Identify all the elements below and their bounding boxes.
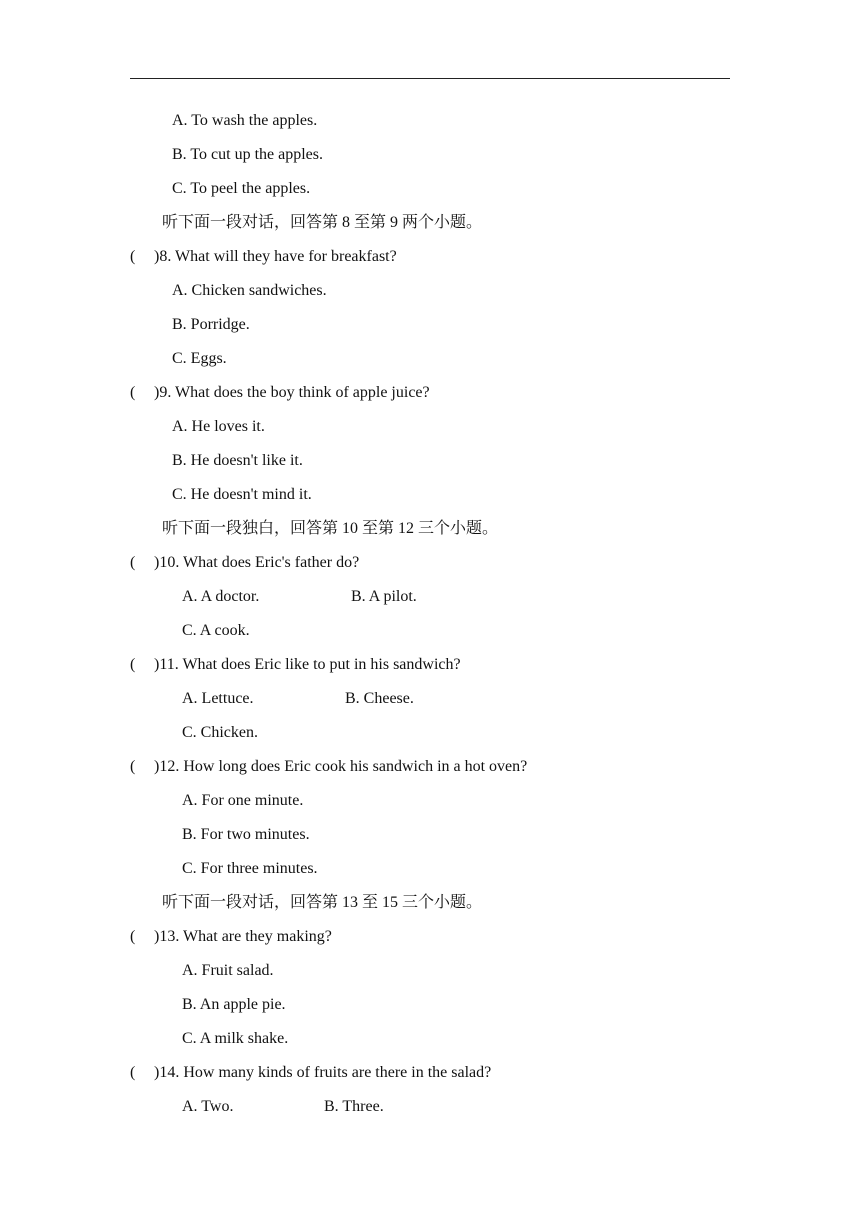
answer-blank[interactable]: ( xyxy=(130,758,136,775)
question-9 xyxy=(130,376,430,410)
answer-blank[interactable]: ( xyxy=(130,384,136,401)
answer-blank[interactable]: ( xyxy=(130,554,136,571)
q14-option-a: A. Two. xyxy=(182,1098,234,1115)
question-text: )12. How long does Eric cook his sandwich in a hot oven? xyxy=(154,758,528,775)
q8-option-b: B. Porridge. xyxy=(172,316,250,333)
question-text: )14. How many kinds of fruits are there in the salad? xyxy=(154,1064,492,1081)
question-text: )13. What are they making? xyxy=(154,928,332,945)
answer-blank[interactable]: ( xyxy=(130,656,136,673)
q12-option-a: A. For one minute. xyxy=(182,792,304,809)
q11-option-b: B. Cheese. xyxy=(345,690,414,707)
q12-option-b: B. For two minutes. xyxy=(182,826,310,843)
answer-blank[interactable]: ( xyxy=(130,928,136,945)
q7-option-b: B. To cut up the apples. xyxy=(172,146,324,163)
answer-blank[interactable]: ( xyxy=(130,1064,136,1081)
q14-option-b: B. Three. xyxy=(324,1098,384,1115)
q11-option-c: C. Chicken. xyxy=(182,724,258,741)
question-12 xyxy=(130,750,527,784)
q7-option-a: A. To wash the apples. xyxy=(172,112,318,129)
q13-option-c: C. A milk shake. xyxy=(182,1030,289,1047)
question-text: )8. What will they have for breakfast? xyxy=(154,248,397,265)
question-text: )10. What does Eric's father do? xyxy=(154,554,360,571)
q8-option-c: C. Eggs. xyxy=(172,350,227,367)
question-8 xyxy=(130,240,397,274)
section-heading-8-9: 听下面一段对话，回答第 8 至第 9 两个小题。 xyxy=(162,214,483,231)
q10-option-b: B. A pilot. xyxy=(351,588,417,605)
q13-option-b: B. An apple pie. xyxy=(182,996,286,1013)
section-heading-13-15: 听下面一段对话，回答第 13 至 15 三个小题。 xyxy=(162,894,483,911)
header-rule xyxy=(130,78,730,79)
q8-option-a: A. Chicken sandwiches. xyxy=(172,282,327,299)
question-14 xyxy=(130,1056,491,1090)
question-10 xyxy=(130,546,359,580)
q10-option-a: A. A doctor. xyxy=(182,588,260,605)
question-11 xyxy=(130,648,461,682)
q11-option-a: A. Lettuce. xyxy=(182,690,254,707)
q9-option-b: B. He doesn't like it. xyxy=(172,452,303,469)
q9-option-a: A. He loves it. xyxy=(172,418,265,435)
q7-option-c: C. To peel the apples. xyxy=(172,180,311,197)
q12-option-c: C. For three minutes. xyxy=(182,860,318,877)
question-text: )11. What does Eric like to put in his sandwich? xyxy=(154,656,461,673)
question-text: )9. What does the boy think of apple juice? xyxy=(154,384,430,401)
section-heading-10-12: 听下面一段独白，回答第 10 至第 12 三个小题。 xyxy=(162,520,499,537)
q13-option-a: A. Fruit salad. xyxy=(182,962,274,979)
q9-option-c: C. He doesn't mind it. xyxy=(172,486,312,503)
answer-blank[interactable]: ( xyxy=(130,248,136,265)
question-13 xyxy=(130,920,332,954)
q10-option-c: C. A cook. xyxy=(182,622,250,639)
